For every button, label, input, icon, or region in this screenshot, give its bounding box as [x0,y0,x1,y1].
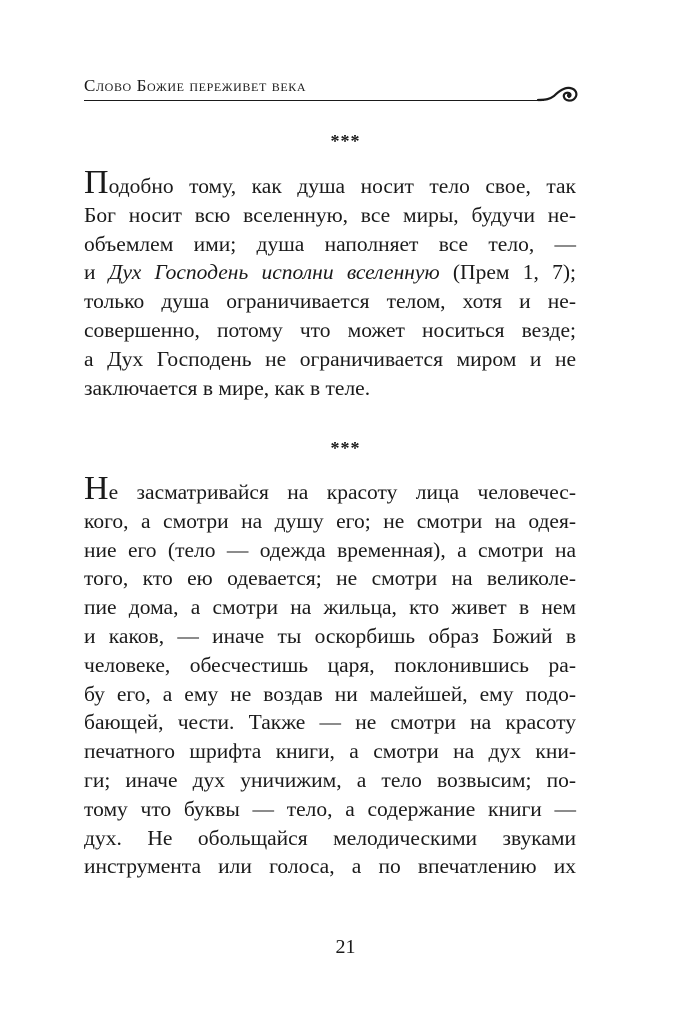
paragraph-1-line: объемлем ими; душа наполняет все тело, — [84,231,576,256]
running-title: Слово Божие переживет века [84,76,307,95]
paragraph-2-line: пие дома, а смотри на жильца, кто живет в нем [84,595,576,620]
paragraph-1-line: только душа ограничивается телом, хотя и не- [84,289,576,314]
paragraph-1-line: а Дух Господень не ограничивается миром и не [84,346,576,371]
scripture-quote: Дух Господень исполни вселенную [108,260,440,285]
paragraph-2-line: Не засматривайся на красоту лица человечес- [84,470,576,507]
page-number: 21 [335,936,356,958]
paragraph-1 [84,164,577,402]
paragraph-1-line: заключается в мире, как в теле. [84,375,371,400]
header-rule [84,100,544,101]
paragraph-2-line: ние его (тело — одежда временная), а смотри на [84,537,576,562]
paragraph-2-line: того, кто ею одевается; не смотри на великоле- [84,566,576,591]
paragraph-1-line: Бог носит всю вселенную, все миры, будучи не- [84,202,576,227]
paragraph-1-line-with-quote: и Дух Господень исполни вселенную (Прем 1, 7); [84,260,577,285]
paragraph-2-line: и каков, — иначе ты оскорбишь образ Божий в [84,623,576,648]
paragraph-2-line: дух. Не обольщайся мелодическими звуками [84,825,576,850]
running-head [84,76,578,102]
paragraph-2-line: бу его, а ему не воздав ни малейшей, ему подо- [84,681,576,706]
drop-cap: П [84,164,109,201]
paragraph-2 [84,470,576,881]
section-separator-2: *** [330,438,361,458]
paragraph-2-line: ги; иначе дух уничижим, а тело возвысим; по- [84,767,576,792]
paragraph-2-line: инструмента или голоса, а по впечатлению их [84,854,576,879]
swirl-ornament-icon [536,82,580,106]
paragraph-1-line: совершенно, потому что может носиться везде; [84,317,576,342]
section-separator-1: *** [330,131,361,151]
paragraph-1-line: Подобно тому, как душа носит тело свое, так [84,164,576,201]
drop-cap: Н [84,470,109,507]
paragraph-2-line: печатного шрифта книги, а смотри на дух кни- [84,739,576,764]
paragraph-2-line: человеке, обесчестишь царя, поклонившись ра- [84,652,576,677]
paragraph-2-line: тому что буквы — тело, а содержание книги — [84,796,576,821]
paragraph-2-line: кого, а смотри на душу его; не смотри на одея- [84,508,576,533]
paragraph-2-line: бающей, чести. Также — не смотри на красоту [84,710,576,735]
